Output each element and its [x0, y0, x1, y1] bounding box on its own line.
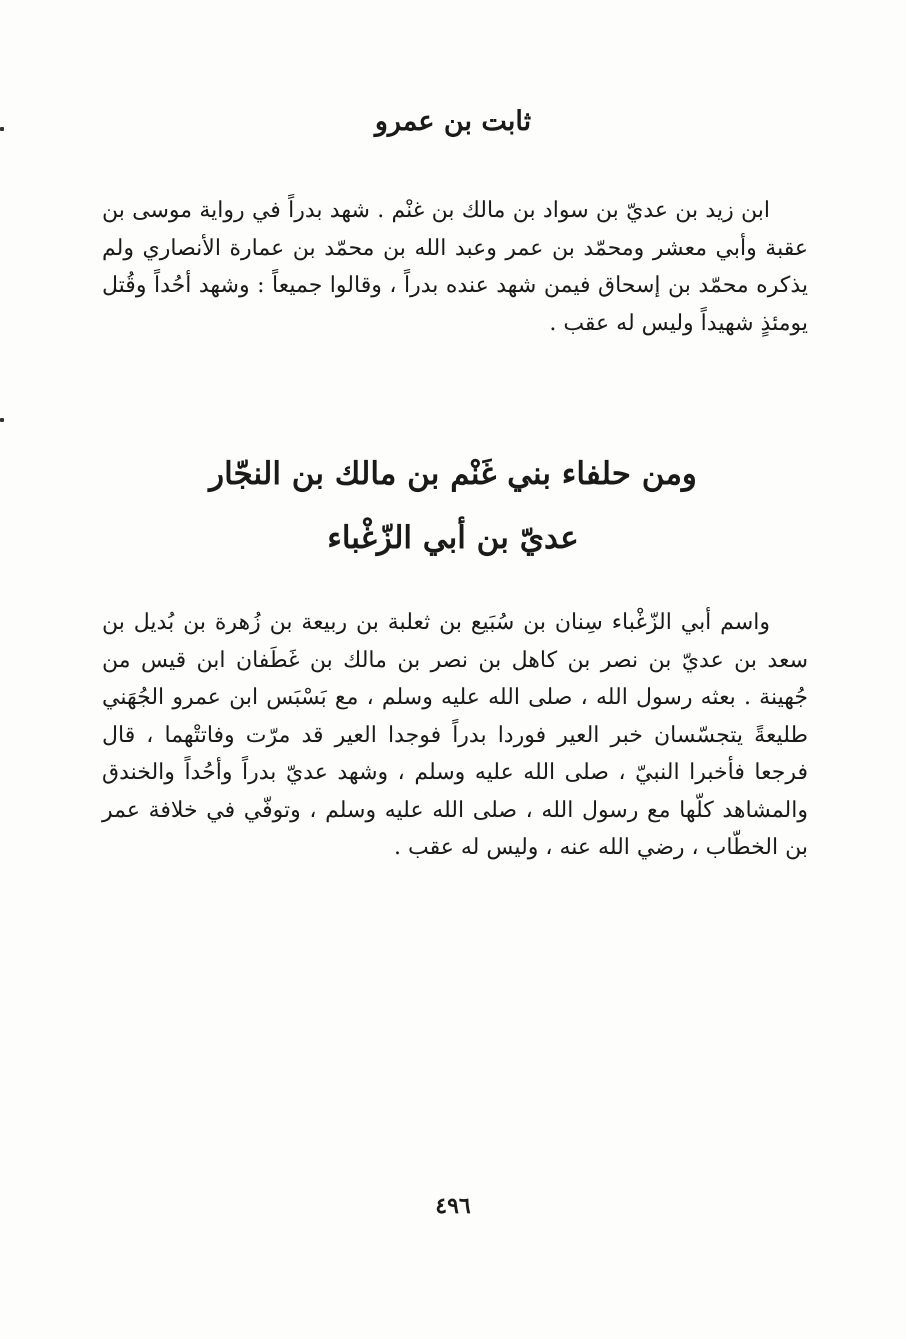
- section-heading-name: عديّ بن أبي الزّغْباء: [327, 520, 579, 556]
- section-heading-allies: ومن حلفاء بني غَنْم بن مالك بن النجّار: [209, 456, 697, 492]
- paragraph-text: واسم أبي الزّغْباء سِنان بن سُبَيع بن ثعلبة بن ربيعة بن زُهرة بن بُديل بن سعد بن عديّ بن نصر بن كاهل بن نصر بن مالك بن غَطَفان ابن قيس من جُهينة . بعثه رسول الله ، صلى الله عليه وسلم ، مع بَسْبَس ابن عمرو الجُهَني طليعةً يتجسّسان خبر العير فوردا بدراً فوجدا العير قد مرّت وفاتتْهما ، قال فرجعا فأخبرا النبيّ ، صلى الله عليه وسلم ، وشهد عديّ بدراً وأحُداً والخندق والمشاهد كلّها مع رسول الله ، صلى الله عليه وسلم ، وتوفّي في خلافة عمر بن الخطّاب ، رضي الله عنه ، وليس له عقب .: [102, 610, 808, 860]
- paragraph-text: ابن زيد بن عديّ بن سواد بن مالك بن غنْم . شهد بدراً في رواية موسى بن عقبة وأبي معشر ومحمّد بن عمر وعبد الله بن محمّد بن عمارة الأنصاري ولم يذكره محمّد بن إسحاق فيمن شهد عنده بدراً ، وقالوا جميعاً : وشهد أحُداً وقُتل يومئذٍ شهيداً وليس له عقب .: [102, 198, 808, 336]
- page-number: ٤٩٦: [435, 1193, 471, 1219]
- running-header: ثابت بن عمرو: [374, 106, 532, 137]
- scan-edge-mark: [0, 418, 4, 422]
- biography-paragraph-thabit: [102, 192, 808, 342]
- biography-paragraph-adi: [102, 604, 808, 867]
